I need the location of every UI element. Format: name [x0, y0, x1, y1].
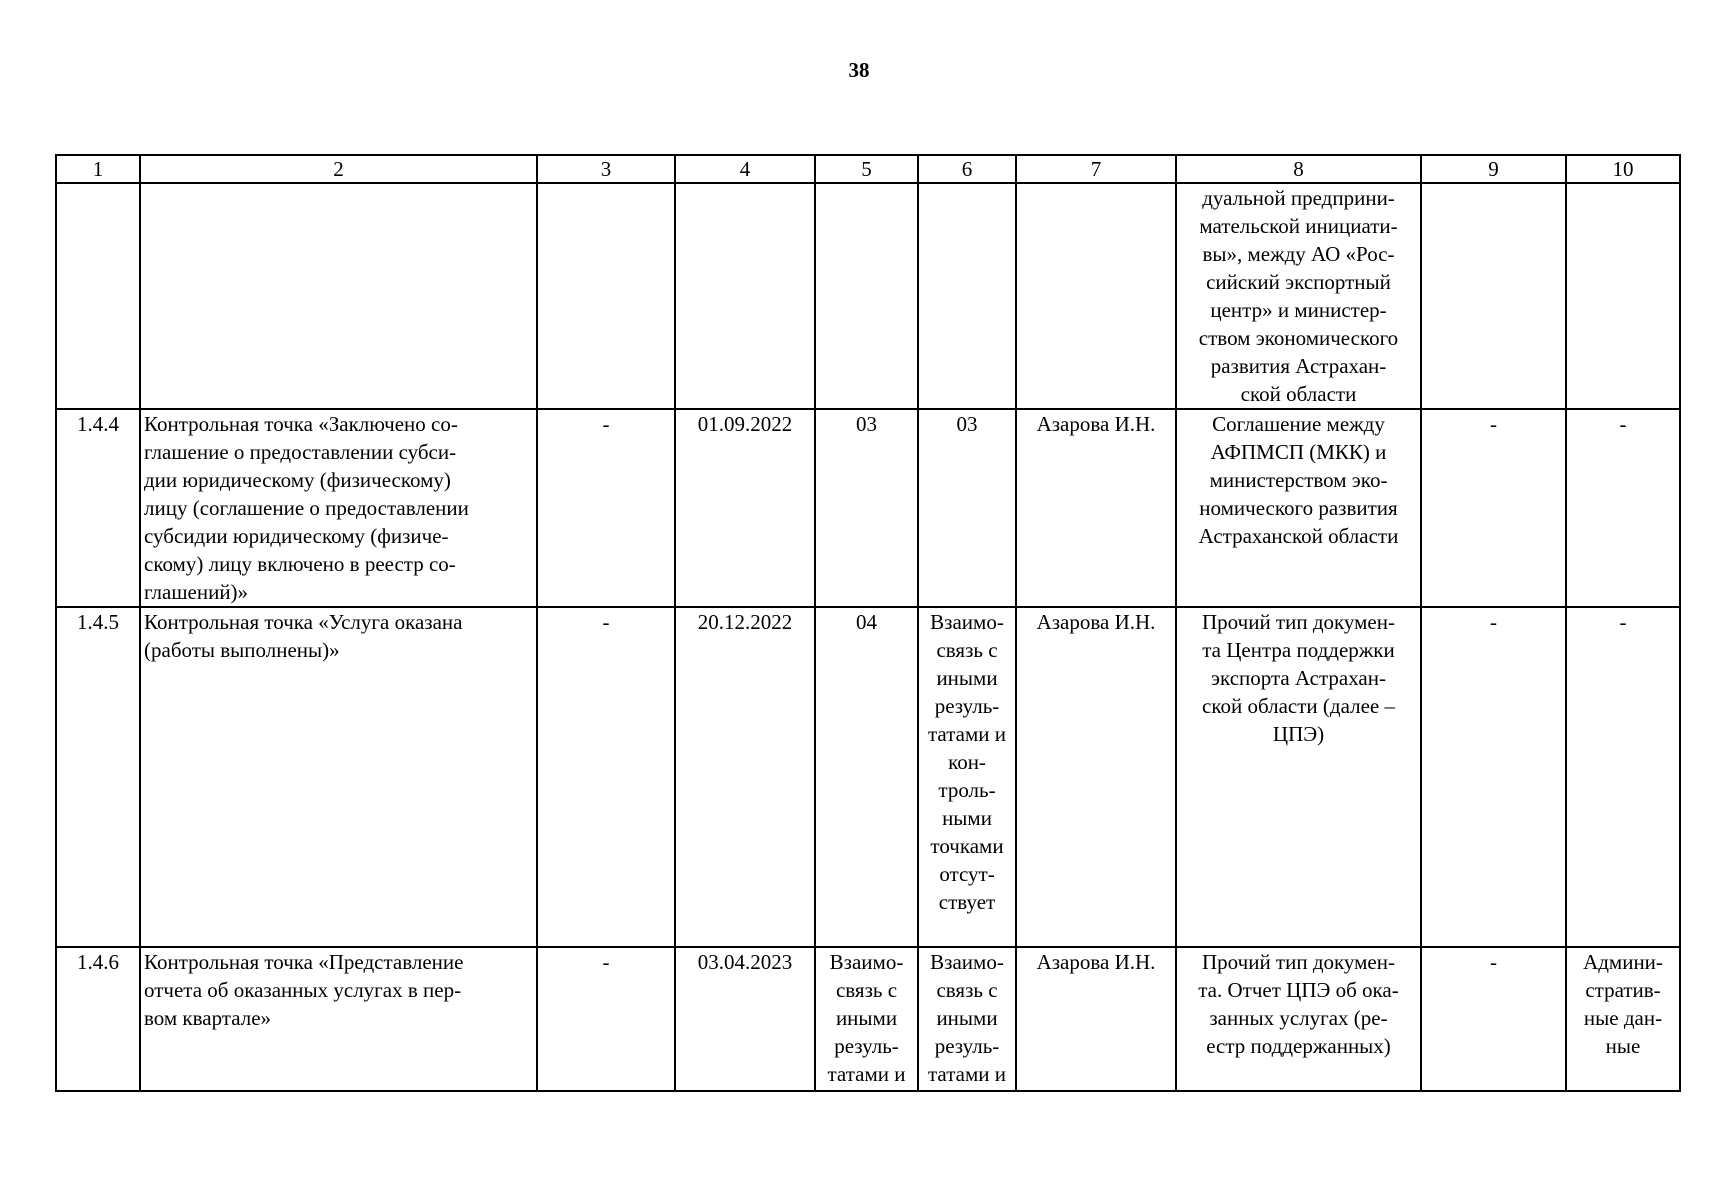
- table-cell: -: [1566, 409, 1680, 607]
- table-row: [56, 947, 1680, 1091]
- table-cell: -: [1421, 607, 1566, 947]
- checkpoint-name: Контрольная точка «Услуга оказана (работы выполнены)»: [140, 607, 537, 947]
- checkpoints-table: [55, 154, 1681, 1092]
- table-cell: [815, 183, 918, 409]
- checkpoint-name: Контрольная точка «Представление отчета об оказанных услугах в пер- вом квартале»: [140, 947, 537, 1091]
- table-cell: 04: [815, 607, 918, 947]
- table-cell: Взаимо- связь с иными резуль- татами и: [918, 947, 1016, 1091]
- table-cell: [918, 183, 1016, 409]
- row-number: 1.4.5: [56, 607, 140, 947]
- row-number: 1.4.6: [56, 947, 140, 1091]
- document-cell: Соглашение между АФПМСП (МКК) и министерством эко- номического развития Астраханской области: [1176, 409, 1421, 607]
- table-cell: -: [1421, 409, 1566, 607]
- table-cell: -: [1421, 947, 1566, 1091]
- column-header: 7: [1016, 155, 1176, 183]
- column-header: 8: [1176, 155, 1421, 183]
- table-cell: 03: [815, 409, 918, 607]
- row-number: 1.4.4: [56, 409, 140, 607]
- table-cell: [1016, 183, 1176, 409]
- responsible-cell: Азарова И.Н.: [1016, 947, 1176, 1091]
- column-header: 4: [675, 155, 815, 183]
- table-cell: [56, 183, 140, 409]
- column-header: 2: [140, 155, 537, 183]
- table-cell: Взаимо- связь с иными резуль- татами и: [815, 947, 918, 1091]
- continuation-row: [56, 183, 1680, 409]
- table-row: [56, 607, 1680, 947]
- document-cell: Прочий тип докумен- та. Отчет ЦПЭ об ока- занных услугах (ре- естр поддержанных): [1176, 947, 1421, 1091]
- table-cell: Взаимо- связь с иными резуль- татами и кон- троль- ными точками отсут- ствует: [918, 607, 1016, 947]
- page-number: 38: [848, 58, 870, 82]
- column-header: 9: [1421, 155, 1566, 183]
- date-cell: 03.04.2023: [675, 947, 815, 1091]
- date-cell: 01.09.2022: [675, 409, 815, 607]
- table-cell: -: [537, 607, 675, 947]
- table-cell: 03: [918, 409, 1016, 607]
- table-cell: [675, 183, 815, 409]
- table-cell: -: [537, 947, 675, 1091]
- column-header: 5: [815, 155, 918, 183]
- table-cell: -: [1566, 607, 1680, 947]
- responsible-cell: Азарова И.Н.: [1016, 409, 1176, 607]
- document-text: дуальной предприни- мательской инициати- вы», между АО «Рос- сийский экспортный центр» и министер- ством экономического развития Астрахан- ской области: [1198, 186, 1399, 406]
- column-header: 3: [537, 155, 675, 183]
- document-cell: [1176, 183, 1421, 409]
- date-cell: 20.12.2022: [675, 607, 815, 947]
- column-number-header-row: [56, 155, 1680, 183]
- checkpoint-name: Контрольная точка «Заключено со- глашение о предоставлении субси- дии юридическому (физическому) лицу (соглашение о предоставлении субсидии юридическому (физиче- скому) лицу включено в реестр со- глашений)»: [140, 409, 537, 607]
- table-cell: [1566, 183, 1680, 409]
- column-header: 1: [56, 155, 140, 183]
- table-cell: [537, 183, 675, 409]
- table-cell: [140, 183, 537, 409]
- table-cell: [1421, 183, 1566, 409]
- table-row: [56, 409, 1680, 607]
- column-header: 6: [918, 155, 1016, 183]
- document-cell: Прочий тип докумен- та Центра поддержки экспорта Астрахан- ской области (далее – ЦПЭ): [1176, 607, 1421, 947]
- responsible-cell: Азарова И.Н.: [1016, 607, 1176, 947]
- column-header: 10: [1566, 155, 1680, 183]
- table-cell: Админи- стратив- ные дан- ные: [1566, 947, 1680, 1091]
- table-cell: -: [537, 409, 675, 607]
